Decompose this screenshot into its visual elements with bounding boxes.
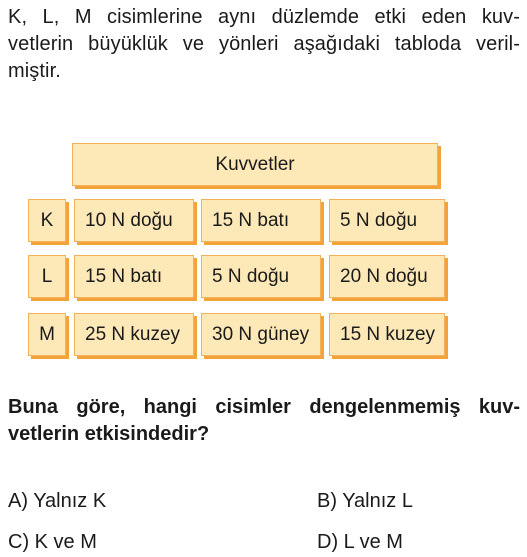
question-line-1: Buna göre, hangi cisimler dengelenmemiş kuv- [8,396,520,418]
force-cell: 15 N kuzey [329,313,445,356]
force-cell: 30 N güney [201,313,321,356]
question-line-2: vetlerin etkisindedir? [8,423,210,445]
intro-line-1: K, L, M cisimlerine aynı düzlemde etki eden kuv- [8,6,520,28]
row-label-l: L [28,255,66,298]
force-cell: 20 N doğu [329,255,445,298]
force-cell: 10 N doğu [74,199,194,242]
force-cell: 5 N doğu [329,199,445,242]
force-cell: 25 N kuzey [74,313,194,356]
force-cell: 5 N doğu [201,255,321,298]
option-c[interactable]: C) K ve M [8,531,97,553]
option-a[interactable]: A) Yalnız K [8,490,107,512]
option-b[interactable]: B) Yalnız L [317,490,413,512]
option-d[interactable]: D) L ve M [317,531,403,553]
question-text [8,394,520,448]
force-cell: 15 N batı [201,199,321,242]
problem-intro [8,4,520,85]
force-cell: 15 N batı [74,255,194,298]
row-label-k: K [28,199,66,242]
intro-line-3: miştir. [8,60,61,82]
table-header: Kuvvetler [72,143,438,186]
row-label-m: M [28,313,66,356]
intro-line-2: vetlerin büyüklük ve yönleri aşağıdaki tabloda veril- [8,33,520,55]
